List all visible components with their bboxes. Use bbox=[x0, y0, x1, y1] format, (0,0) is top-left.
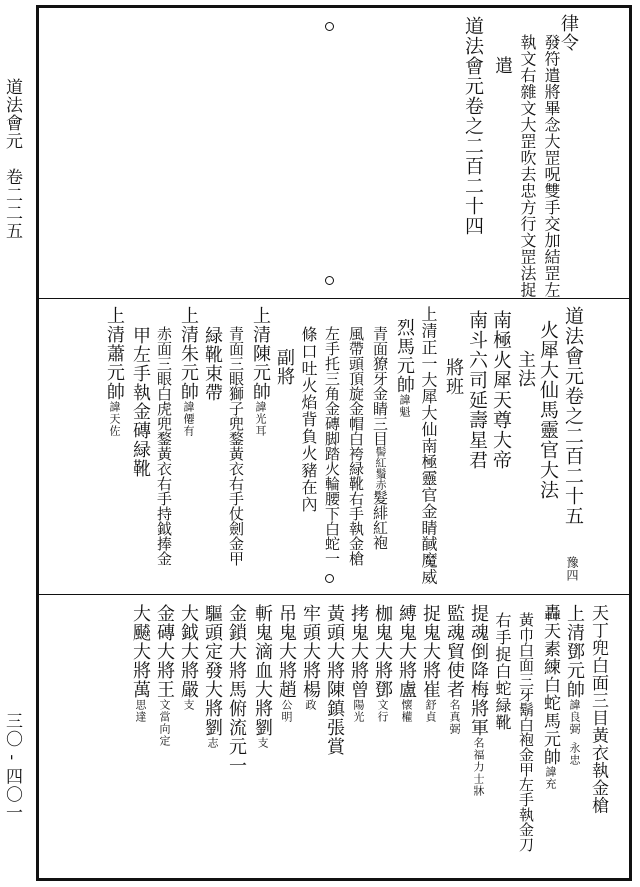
text-column: 金鎖大將馬俯流元一 bbox=[226, 604, 247, 775]
text-column: 驅頭定發大將劉志 bbox=[202, 604, 223, 749]
text-column: 枷鬼大將鄧文行 bbox=[372, 604, 393, 723]
margin-top-title: 道法會元 卷二二五 bbox=[2, 78, 22, 240]
text-column: 律令 bbox=[558, 14, 579, 52]
text-column: 上清正一大犀大仙南極靈官金睛馘魔威 bbox=[419, 306, 438, 585]
text-column: 大飇大將萬思達 bbox=[130, 604, 151, 723]
page-footer-mark: 豫四 bbox=[565, 556, 579, 582]
chapter-end-title: 道法會元卷之二百二十四 bbox=[462, 16, 484, 236]
text-column: 風帶頭頂旋金帽白袴緑靴右手執金槍 bbox=[347, 326, 365, 566]
circle-mark bbox=[325, 22, 334, 31]
text-column: 右手捉白蛇緑靴 bbox=[493, 612, 512, 731]
panel-divider-2 bbox=[39, 594, 629, 595]
text-column: 發符遣將畢念大罡呪雙手交加結罡左 bbox=[542, 34, 561, 298]
text-column: 天丁兜白面三目黃衣執金槍 bbox=[588, 604, 608, 814]
text-column: 黃巾白面三牙鬍白袍金甲左手執金刀 bbox=[517, 612, 535, 852]
section-heading: 主法 bbox=[515, 350, 536, 388]
margin-page-number: 三〇 - 四〇一 bbox=[2, 712, 22, 822]
text-column: 縛鬼大將盧懐權 bbox=[396, 604, 417, 723]
text-column: 黃頭大將陳鎮張賞 bbox=[324, 604, 345, 756]
text-column: 甲左手執金磚緑靴 bbox=[130, 326, 151, 478]
panel-divider-1 bbox=[39, 298, 629, 299]
text-column: 捉鬼大將崔舒貞 bbox=[420, 604, 441, 723]
text-column: 左手托三角金磚脚踏火輪腰下白蛇一 bbox=[323, 326, 341, 566]
text-column: 赤面三眼白虎兜鍪黃衣右手持鉞捧金 bbox=[155, 326, 173, 566]
text-column: 提魂倒降梅將軍名福力士牀 bbox=[468, 604, 489, 797]
text-column: 烈馬元帥諱魁 bbox=[394, 318, 415, 418]
section-heading: 將班 bbox=[443, 358, 464, 396]
text-column: 大鉞大將嚴支 bbox=[178, 604, 199, 711]
circle-mark bbox=[325, 276, 334, 285]
text-column: 南斗六司延壽星君 bbox=[466, 310, 488, 470]
text-column: 青面獠牙金睛三目髻紅鬚赤髮緋紅袍 bbox=[371, 326, 389, 550]
circle-mark bbox=[325, 574, 334, 583]
text-column: 斬鬼滴血大將劉支 bbox=[252, 604, 273, 749]
text-column: 吊鬼大將趙公明 bbox=[276, 604, 297, 723]
section-heading: 副將 bbox=[274, 348, 295, 386]
text-column: 遣 bbox=[492, 56, 513, 75]
text-column: 上清蕭元帥諱天佐 bbox=[104, 306, 125, 437]
text-column: 轟天素練白蛇馬元帥諱充 bbox=[540, 604, 560, 790]
text-column: 南極火犀天尊大帝 bbox=[490, 310, 512, 470]
text-column: 青面三眼獅子兜鍪黃衣右手仗劍金甲 bbox=[227, 326, 245, 566]
text-column: 上清陳元帥諱光耳 bbox=[250, 306, 271, 437]
text-column: 條口吐火焰背負火豬在內 bbox=[299, 326, 318, 513]
text-column: 緑靴束帶 bbox=[202, 326, 223, 402]
page-frame bbox=[36, 5, 632, 881]
text-column: 上清鄧元帥諱良弼 永忠 bbox=[564, 604, 585, 766]
text-column: 牢頭大將楊政 bbox=[300, 604, 321, 711]
text-column: 執文右雜文大罡吹去忠方行文罡法捉 bbox=[518, 34, 537, 298]
text-column: 火犀大仙馬靈官大法 bbox=[537, 320, 559, 500]
text-column: 拷鬼大將曾陽光 bbox=[348, 604, 369, 723]
chapter-title: 道法會元卷之二百二十五 bbox=[562, 306, 584, 526]
text-column: 上清朱元帥諱僊有 bbox=[178, 306, 199, 437]
text-column: 監魂貿使者名真弼 bbox=[444, 604, 465, 735]
text-column: 金磚大將王文當向定 bbox=[154, 604, 175, 747]
